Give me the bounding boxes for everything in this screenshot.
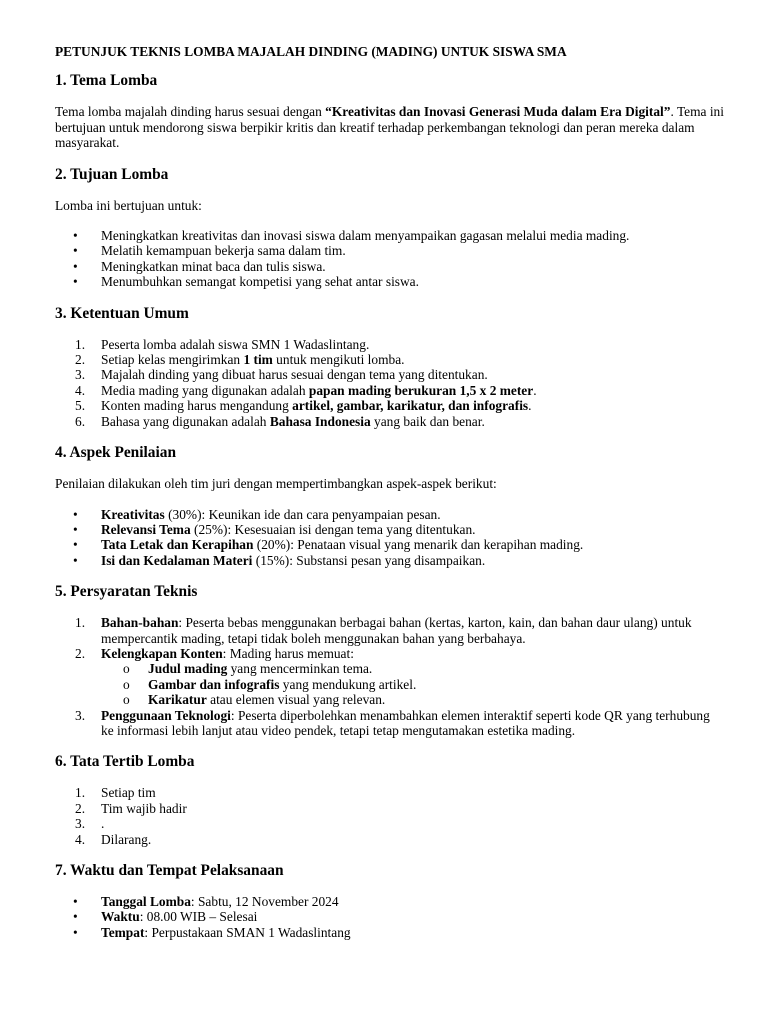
item-text: (15%): Substansi pesan yang disampaikan. (252, 552, 486, 568)
sub-list-item (101, 677, 725, 692)
sub-list (101, 661, 725, 707)
list-item (55, 507, 725, 522)
numbered-list (55, 785, 725, 847)
item-bold: papan mading berukuran 1,5 x 2 meter (308, 382, 534, 398)
item-text: . (533, 382, 537, 398)
paragraph-text: Tema lomba majalah dinding harus sesuai dengan (55, 104, 326, 120)
section-waktu-tempat (55, 862, 725, 940)
section-heading: 4. Aspek Penilaian (55, 444, 177, 462)
list-item (55, 522, 725, 537)
list-item (55, 553, 725, 568)
item-bold: Tanggal Lomba (101, 894, 191, 909)
list-item (55, 894, 725, 909)
item-bold: Tempat (101, 924, 145, 940)
item-text: Media mading yang digunakan adalah (101, 382, 309, 398)
list-number: 2. (75, 352, 86, 368)
list-item (55, 909, 725, 924)
list-number: 3. (75, 707, 86, 723)
item-text: yang mendukung artikel. (279, 676, 417, 692)
section-heading: 5. Persyaratan Teknis (55, 583, 198, 601)
bullet-list (55, 507, 725, 569)
item-bold: Bahasa Indonesia (269, 413, 371, 429)
item-bold: Tata Letak dan Kerapihan (101, 537, 254, 553)
item-text: Bahasa yang digunakan adalah (101, 413, 270, 429)
theme-text: “Kreativitas dan Inovasi Generasi Muda dalam Era Digital” (325, 104, 671, 120)
item-text: : 08.00 WIB – Selesai (139, 909, 258, 925)
item-text: : Mading harus memuat: (222, 645, 354, 661)
item-text: atau elemen visual yang relevan. (206, 692, 386, 708)
list-number: 4. (75, 382, 86, 398)
list-item: • Meningkatkan minat baca dan tulis siswa. (55, 259, 725, 274)
list-number: 1. (75, 615, 86, 631)
item-bold: Kelengkapan Konten (101, 645, 223, 661)
list-item (55, 785, 725, 800)
section-tema-lomba (55, 72, 725, 150)
section-persyaratan-teknis (55, 583, 725, 738)
list-item: • Menumbuhkan semangat kompetisi yang sehat antar siswa. (55, 274, 725, 289)
list-item (55, 816, 725, 831)
section-heading: 6. Tata Tertib Lomba (55, 753, 195, 771)
list-item (55, 398, 725, 413)
bullet-list (55, 894, 725, 940)
document-page (55, 44, 725, 955)
numbered-list (55, 337, 725, 429)
section-heading: 7. Waktu dan Tempat Pelaksanaan (55, 862, 284, 879)
list-item (55, 801, 725, 816)
section-tata-tertib (55, 753, 725, 847)
section-paragraph (55, 104, 725, 150)
item-text: . (528, 398, 532, 414)
list-number: 3. (75, 367, 86, 383)
item-bold: Relevansi Tema (101, 521, 191, 537)
list-item (55, 708, 725, 739)
bullet-list (55, 228, 725, 290)
list-item (55, 352, 725, 367)
item-text: (30%): Keunikan ide dan cara penyampaian pesan. (164, 506, 441, 522)
list-number: 1. (75, 336, 86, 352)
section-ketentuan-umum (55, 305, 725, 429)
list-item: • Melatih kemampuan bekerja sama dalam tim. (55, 243, 725, 258)
list-number: 2. (75, 800, 86, 816)
item-text: (25%): Kesesuaian isi dengan tema yang ditentukan. (190, 521, 476, 537)
item-text: Majalah dinding yang dibuat harus sesuai dengan tema yang ditentukan. (101, 367, 488, 383)
list-item (55, 367, 725, 382)
item-text: : Sabtu, 12 November 2024 (190, 894, 339, 909)
item-text: Setiap tim (101, 785, 156, 801)
item-text: Peserta lomba adalah siswa SMN 1 Wadaslintang. (101, 336, 370, 352)
section-tujuan-lomba (55, 166, 725, 290)
item-text: : Peserta bebas menggunakan berbagai bahan (kertas, karton, kain, dan bahan daur ulang) untuk mempercantik mading, tetapi tidak boleh menggunakan bahan yang berbahaya. (101, 615, 692, 646)
section-aspek-penilaian (55, 444, 725, 568)
sub-list-item (101, 661, 725, 676)
list-number: 2. (75, 645, 86, 661)
section-intro: Penilaian dilakukan oleh tim juri dengan mempertimbangkan aspek-aspek berikut: (55, 476, 497, 492)
item-bold: Bahan-bahan (101, 615, 179, 631)
list-item (55, 925, 725, 940)
item-bold: Waktu (101, 909, 140, 925)
item-bold: Gambar dan infografis (148, 676, 280, 692)
item-bold: Penggunaan Teknologi (101, 707, 231, 723)
sub-list-item (101, 692, 725, 707)
item-text: (20%): Penataan visual yang menarik dan kerapihan mading. (253, 537, 584, 553)
item-text: Dilarang. (101, 831, 152, 847)
item-bold: Karikatur (148, 692, 207, 708)
item-text: Konten mading harus mengandung (101, 398, 293, 414)
list-item (55, 615, 725, 646)
section-heading: 1. Tema Lomba (55, 72, 158, 90)
list-number: 3. (75, 816, 86, 832)
section-heading: 2. Tujuan Lomba (55, 165, 169, 183)
numbered-list (55, 615, 725, 738)
item-text: . (101, 816, 105, 832)
list-item (55, 832, 725, 847)
list-number: 6. (75, 413, 86, 429)
section-heading: 3. Ketentuan Umum (55, 304, 189, 322)
item-bold: 1 tim (243, 352, 273, 368)
item-bold: Kreativitas (101, 506, 165, 522)
list-number: 4. (75, 831, 86, 847)
list-number: 5. (75, 398, 86, 414)
item-text: : Perpustakaan SMAN 1 Wadaslintang (144, 924, 351, 940)
item-text: yang baik dan benar. (370, 413, 485, 429)
list-item (55, 646, 725, 708)
paragraph-text: . Tema ini bertujuan untuk mendorong siswa berpikir kritis dan kreatif terhadap perkembangan teknologi dan peran mereka dalam masyarakat. (55, 104, 724, 151)
item-text: Setiap kelas mengirimkan (101, 352, 244, 368)
item-text: : Peserta diperbolehkan menambahkan elemen interaktif seperti kode QR yang terhubung ke informasi lebih lanjut atau video pendek, tetapi tetap mengutamakan estetika mading. (101, 707, 710, 738)
item-bold: Isi dan Kedalaman Materi (101, 552, 253, 568)
item-bold: artikel, gambar, karikatur, dan infografis (292, 398, 529, 414)
item-text: yang mencerminkan tema. (227, 661, 373, 677)
list-item (55, 337, 725, 352)
item-bold: Judul mading (148, 661, 228, 677)
document-title: PETUNJUK TEKNIS LOMBA MAJALAH DINDING (MADING) UNTUK SISWA SMA (55, 44, 567, 59)
item-text: untuk mengikuti lomba. (272, 352, 405, 368)
list-number: 1. (75, 785, 86, 801)
item-text: Tim wajib hadir (101, 800, 187, 816)
section-intro: Lomba ini bertujuan untuk: (55, 197, 202, 213)
list-item: • Meningkatkan kreativitas dan inovasi siswa dalam menyampaikan gagasan melalui media mading. (55, 228, 725, 243)
list-item (55, 414, 725, 429)
list-item (55, 537, 725, 552)
list-item (55, 383, 725, 398)
